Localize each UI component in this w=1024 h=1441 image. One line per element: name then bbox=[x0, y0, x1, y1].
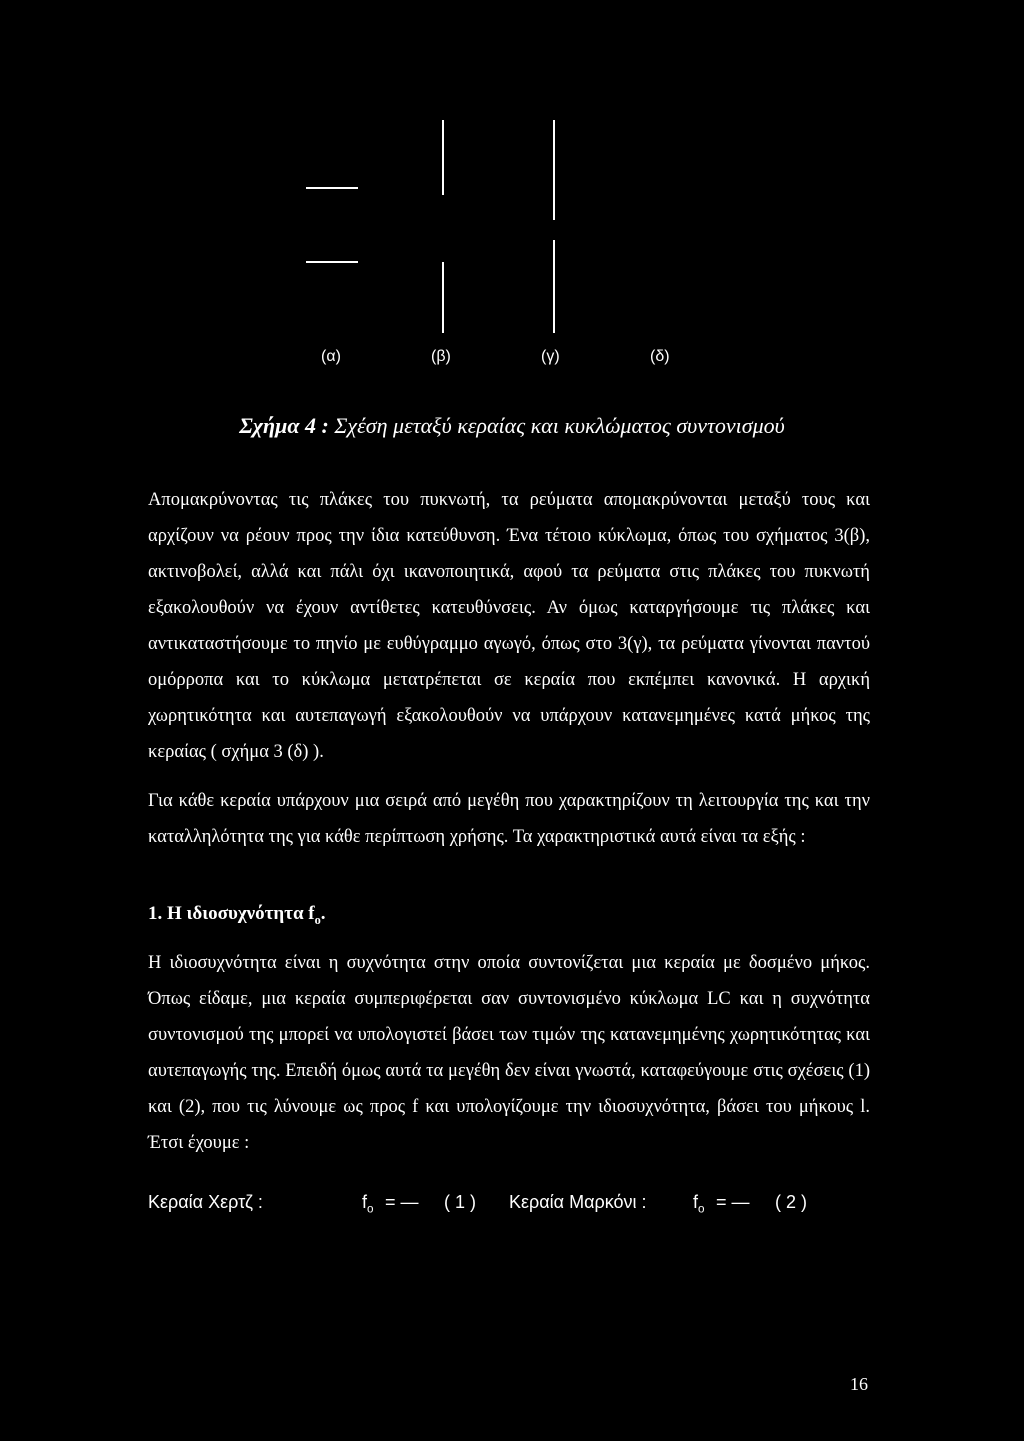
figure-label-b: (β) bbox=[431, 348, 451, 365]
hertz-eq: = — bbox=[385, 1192, 419, 1212]
paragraph-2: Για κάθε κεραία υπάρχουν μια σειρά από μεγέθη που χαρακτηρίζουν τη λειτουργία της και την καταλληλότητα της για κάθε περίπτωση χρήσης. Τα χαρακτηριστικά αυτά είναι τα εξής : bbox=[148, 791, 870, 847]
marconi-formula bbox=[693, 1192, 705, 1216]
caption-prefix: Σχήμα 4 : bbox=[239, 413, 329, 438]
marconi-number: ( 2 ) bbox=[775, 1192, 808, 1212]
section-subscript: o bbox=[314, 912, 321, 927]
marconi-label: Κεραία Μαρκόνι : bbox=[509, 1192, 647, 1212]
hertz-formula bbox=[362, 1192, 374, 1216]
section-number: 1. bbox=[148, 903, 163, 924]
hertz-sub: o bbox=[367, 1202, 374, 1216]
caption-text: Σχέση μεταξύ κεραίας και κυκλώματος συντονισμού bbox=[334, 413, 785, 438]
paragraph-1: Απομακρύνοντας τις πλάκες του πυκνωτή, τα ρεύματα απομακρύνονται μεταξύ τους και αρχίζουν να ρέουν προς την ίδια κατεύθυνση. Ένα τέτοιο κύκλωμα, όπως του σχήματος 3(β), ακτινοβολεί, αλλά και πάλι όχι ικανοποιητικά, αφού τα ρεύματα στις πλάκες του πυκνωτή εξακολουθούν να έχουν αντίθετες κατευθύνσεις. Αν όμως καταργήσουμε τις πλάκες και αντικαταστήσουμε το πηνίο με ευθύγραμμο αγωγό, όπως στο 3(γ), τα ρεύματα γίνονται παντού ομόρροπα και το κύκλωμα μετατρέπεται σε κεραία που εκπέμπει κανονικά. Η αρχική χωρητικότητα και αυτεπαγωγή εξακολουθούν να υπάρχουν κατανεμημένες κατά μήκος της κεραίας ( σχήμα 3 (δ) ). bbox=[148, 490, 870, 762]
hertz-f: f bbox=[362, 1192, 368, 1212]
section-title: Η ιδιοσυχνότητα f bbox=[167, 903, 315, 924]
marconi-eq: = — bbox=[716, 1192, 750, 1212]
marconi-sub: o bbox=[698, 1202, 705, 1216]
figure-label-d: (δ) bbox=[650, 348, 670, 365]
page-number: 16 bbox=[850, 1374, 868, 1394]
figure-label-c: (γ) bbox=[541, 348, 560, 365]
marconi-f: f bbox=[693, 1192, 699, 1212]
hertz-number: ( 1 ) bbox=[444, 1192, 477, 1212]
hertz-label: Κεραία Χερτζ : bbox=[148, 1192, 263, 1212]
section-suffix: . bbox=[320, 903, 326, 924]
section-heading bbox=[148, 903, 326, 928]
figure-label-a: (α) bbox=[321, 348, 341, 365]
paragraph-3: Η ιδιοσυχνότητα είναι η συχνότητα στην οποία συντονίζεται μια κεραία με δοσμένο μήκος. Όπως είδαμε, μια κεραία συμπεριφέρεται σαν συντονισμένο κύκλωμα LC και η συχνότητα συντονισμού της μπορεί να υπολογιστεί βάσει των τιμών της κατανεμημένης χωρητικότητας και αυτεπαγωγής της. Επειδή όμως αυτά τα μεγέθη δεν είναι γνωστά, καταφεύγουμε στις σχέσεις (1) και (2), που τις λύνουμε ως προς f και υπολογίζουμε την ιδιοσυχνότητα, βάσει του μήκους l. Έτσι έχουμε : bbox=[148, 953, 870, 1153]
figure-caption bbox=[0, 413, 1024, 439]
antenna-figure bbox=[0, 0, 1024, 340]
